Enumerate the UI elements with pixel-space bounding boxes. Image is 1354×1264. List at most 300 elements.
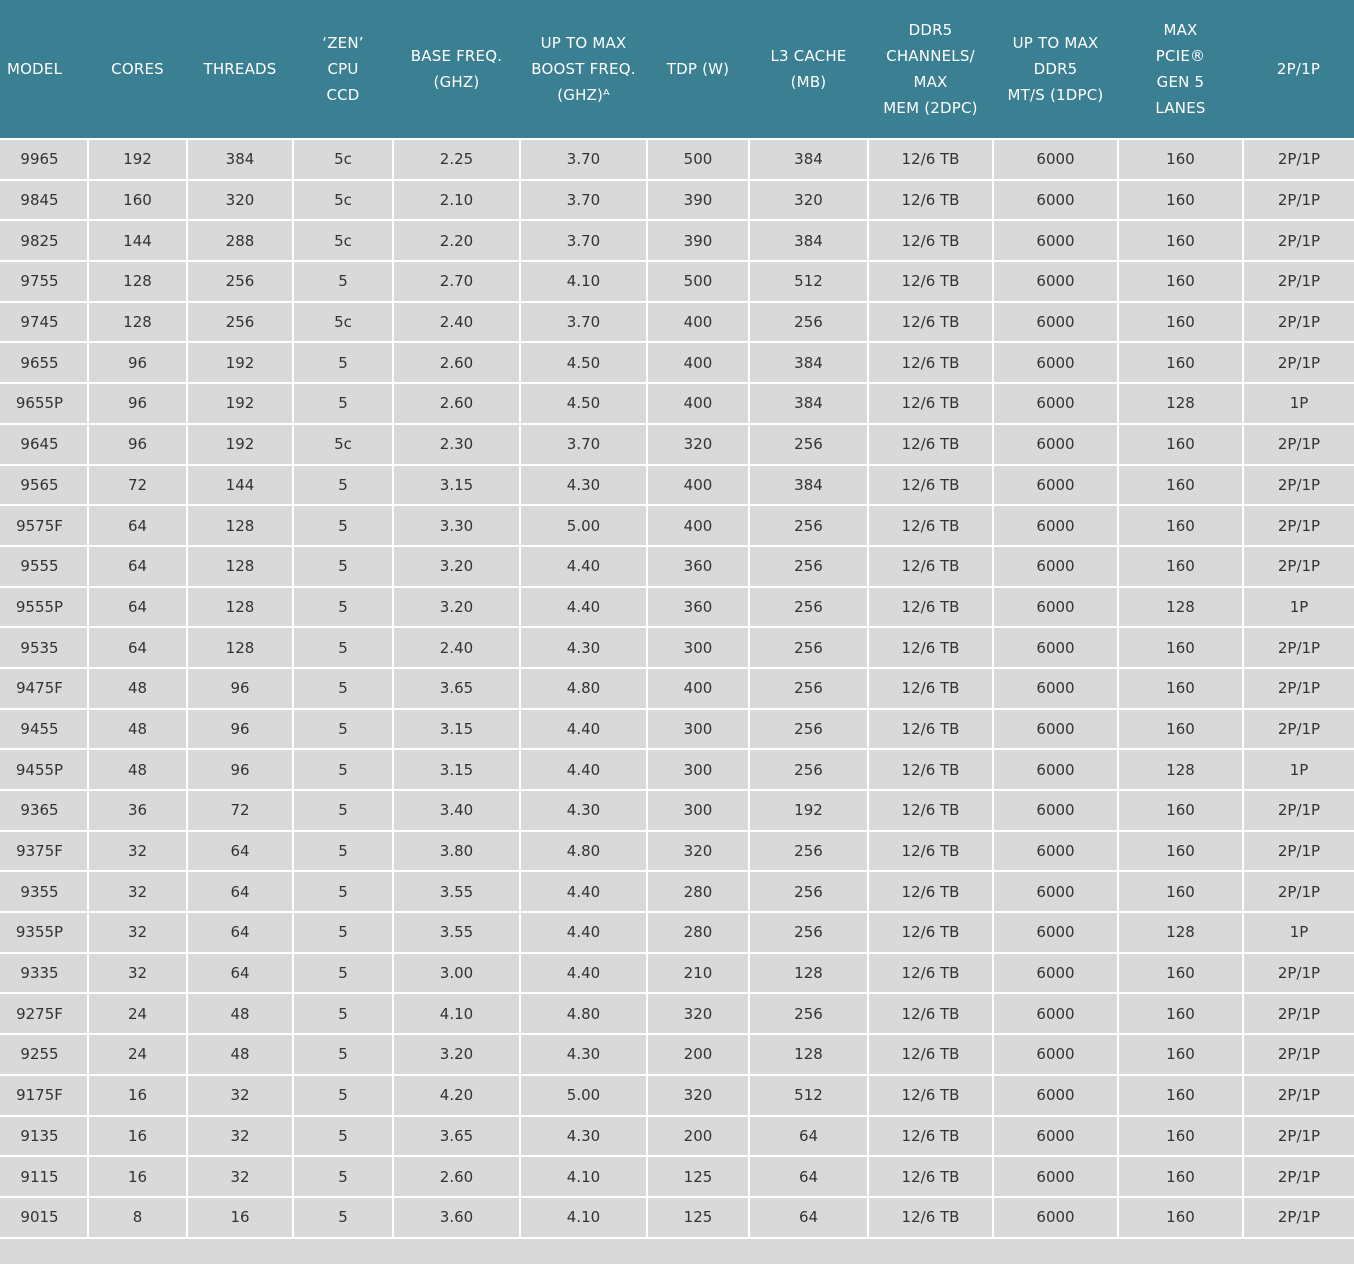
cell-boost-freq: 5.00 [520,505,647,546]
cell-l3-cache: 256 [749,587,868,628]
header-base-freq: BASE FREQ. (GHZ) [393,0,520,139]
table-row [0,465,1354,506]
cell-base-freq: 3.20 [393,587,520,628]
cell-cores: 64 [88,546,187,587]
table-row [0,790,1354,831]
cell-ddr5-speed: 6000 [993,505,1118,546]
cell-threads: 64 [187,912,293,953]
cell-ddr5-speed: 6000 [993,342,1118,383]
cell-model: 9555P [0,587,88,628]
cell-base-freq: 3.80 [393,831,520,872]
cell-pcie-lanes: 160 [1118,261,1243,302]
cell-ddr5-speed: 6000 [993,465,1118,506]
cell-ddr5-channels: 12/6 TB [868,383,993,424]
cell-socket: 2P/1P [1243,220,1354,261]
cell-socket: 2P/1P [1243,546,1354,587]
cell-pcie-lanes: 160 [1118,993,1243,1034]
cell-boost-freq: 4.40 [520,953,647,994]
cell-socket: 2P/1P [1243,831,1354,872]
cell-cores: 192 [88,139,187,180]
cell-l3-cache: 256 [749,912,868,953]
cell-boost-freq: 3.70 [520,302,647,343]
cell-cores: 32 [88,831,187,872]
cell-tdp: 125 [647,1197,749,1238]
cell-l3-cache: 128 [749,953,868,994]
cell-zen-ccd: 5 [293,587,393,628]
cell-threads: 288 [187,220,293,261]
cell-model: 9455P [0,749,88,790]
cell-ddr5-channels: 12/6 TB [868,993,993,1034]
cell-l3-cache: 384 [749,139,868,180]
cell-model: 9455 [0,709,88,750]
cell-boost-freq: 4.40 [520,871,647,912]
cell-pcie-lanes: 160 [1118,302,1243,343]
cell-socket: 2P/1P [1243,1156,1354,1197]
table-row [0,505,1354,546]
table-row [0,587,1354,628]
cell-tdp: 300 [647,749,749,790]
cell-model: 9475F [0,668,88,709]
cell-ddr5-channels: 12/6 TB [868,831,993,872]
cell-boost-freq: 4.10 [520,1156,647,1197]
cell-model: 9365 [0,790,88,831]
cell-ddr5-speed: 6000 [993,302,1118,343]
cell-ddr5-channels: 12/6 TB [868,546,993,587]
cell-model: 9565 [0,465,88,506]
cell-base-freq: 2.40 [393,627,520,668]
cell-ddr5-channels: 12/6 TB [868,1075,993,1116]
cell-threads: 16 [187,1197,293,1238]
cell-boost-freq: 4.40 [520,546,647,587]
cell-tdp: 280 [647,871,749,912]
cell-model: 9275F [0,993,88,1034]
cell-ddr5-channels: 12/6 TB [868,220,993,261]
cell-pcie-lanes: 160 [1118,465,1243,506]
cell-boost-freq: 4.30 [520,790,647,831]
cell-socket: 2P/1P [1243,1034,1354,1075]
cell-model: 9845 [0,180,88,221]
cell-base-freq: 3.15 [393,709,520,750]
cell-l3-cache: 256 [749,627,868,668]
header-ddr5-speed: UP TO MAX DDR5 MT/S (1DPC) [993,0,1118,139]
cell-base-freq: 3.20 [393,546,520,587]
cell-boost-freq: 3.70 [520,220,647,261]
cell-base-freq: 3.15 [393,749,520,790]
cell-pcie-lanes: 128 [1118,749,1243,790]
cell-socket: 1P [1243,383,1354,424]
cell-threads: 96 [187,749,293,790]
cell-tdp: 300 [647,790,749,831]
table-row [0,668,1354,709]
cell-model: 9655P [0,383,88,424]
cell-l3-cache: 384 [749,383,868,424]
cell-threads: 32 [187,1116,293,1157]
table-row [0,912,1354,953]
cell-model: 9375F [0,831,88,872]
cell-model: 9645 [0,424,88,465]
cell-base-freq: 3.20 [393,1034,520,1075]
cell-model: 9755 [0,261,88,302]
cell-ddr5-channels: 12/6 TB [868,180,993,221]
cell-ddr5-channels: 12/6 TB [868,505,993,546]
cell-ddr5-channels: 12/6 TB [868,749,993,790]
header-boost-freq: UP TO MAX BOOST FREQ. (GHZ)ᴬ [520,0,647,139]
header-l3-cache: L3 CACHE (MB) [749,0,868,139]
cell-pcie-lanes: 160 [1118,1197,1243,1238]
cell-ddr5-speed: 6000 [993,587,1118,628]
cell-l3-cache: 128 [749,1034,868,1075]
cell-tdp: 320 [647,993,749,1034]
cell-zen-ccd: 5 [293,993,393,1034]
cell-boost-freq: 4.10 [520,1197,647,1238]
table-row [0,953,1354,994]
cell-threads: 128 [187,587,293,628]
cell-threads: 72 [187,790,293,831]
cell-threads: 64 [187,831,293,872]
cell-zen-ccd: 5 [293,749,393,790]
cell-ddr5-channels: 12/6 TB [868,1197,993,1238]
cell-base-freq: 2.20 [393,220,520,261]
table-row [0,1156,1354,1197]
header-ddr5-channels: DDR5 CHANNELS/ MAX MEM (2DPC) [868,0,993,139]
cell-pcie-lanes: 160 [1118,668,1243,709]
cell-l3-cache: 256 [749,505,868,546]
table-row [0,709,1354,750]
cell-zen-ccd: 5 [293,1197,393,1238]
cell-ddr5-speed: 6000 [993,180,1118,221]
cell-model: 9555 [0,546,88,587]
cell-tdp: 400 [647,505,749,546]
cell-pcie-lanes: 160 [1118,546,1243,587]
cell-boost-freq: 4.30 [520,465,647,506]
cell-threads: 256 [187,302,293,343]
cell-ddr5-channels: 12/6 TB [868,668,993,709]
cell-pcie-lanes: 160 [1118,424,1243,465]
cell-ddr5-speed: 6000 [993,220,1118,261]
cell-model: 9655 [0,342,88,383]
cell-cores: 48 [88,668,187,709]
cell-pcie-lanes: 160 [1118,871,1243,912]
cell-ddr5-speed: 6000 [993,1116,1118,1157]
cell-model: 9335 [0,953,88,994]
cell-socket: 2P/1P [1243,668,1354,709]
header-pcie-lanes: MAX PCIE® GEN 5 LANES [1118,0,1243,139]
cell-zen-ccd: 5 [293,383,393,424]
cell-ddr5-channels: 12/6 TB [868,709,993,750]
cell-cores: 96 [88,424,187,465]
cell-model: 9575F [0,505,88,546]
cell-ddr5-channels: 12/6 TB [868,790,993,831]
cell-tdp: 300 [647,627,749,668]
cell-socket: 2P/1P [1243,993,1354,1034]
cell-threads: 48 [187,993,293,1034]
table-row [0,220,1354,261]
cell-threads: 32 [187,1075,293,1116]
table-row [0,139,1354,180]
cell-threads: 192 [187,383,293,424]
cell-zen-ccd: 5 [293,505,393,546]
cell-zen-ccd: 5 [293,831,393,872]
cell-boost-freq: 5.00 [520,1075,647,1116]
header-model: MODEL [0,0,88,139]
cell-pcie-lanes: 160 [1118,342,1243,383]
cell-socket: 2P/1P [1243,424,1354,465]
cell-pcie-lanes: 160 [1118,1034,1243,1075]
cell-threads: 256 [187,261,293,302]
cell-l3-cache: 256 [749,668,868,709]
cell-zen-ccd: 5 [293,953,393,994]
cell-ddr5-channels: 12/6 TB [868,1034,993,1075]
cell-l3-cache: 384 [749,342,868,383]
cell-socket: 2P/1P [1243,790,1354,831]
cell-zen-ccd: 5 [293,790,393,831]
cell-zen-ccd: 5 [293,261,393,302]
table-row [0,831,1354,872]
cell-boost-freq: 4.10 [520,261,647,302]
cell-cores: 32 [88,953,187,994]
cell-socket: 2P/1P [1243,1116,1354,1157]
cell-cores: 48 [88,709,187,750]
cell-boost-freq: 3.70 [520,139,647,180]
cell-socket: 2P/1P [1243,1075,1354,1116]
cell-model: 9255 [0,1034,88,1075]
cell-base-freq: 3.30 [393,505,520,546]
table-body [0,139,1354,1238]
cell-tdp: 400 [647,342,749,383]
cell-l3-cache: 256 [749,424,868,465]
cell-ddr5-speed: 6000 [993,749,1118,790]
cell-socket: 2P/1P [1243,342,1354,383]
cell-base-freq: 4.10 [393,993,520,1034]
cell-base-freq: 3.00 [393,953,520,994]
cell-boost-freq: 4.40 [520,749,647,790]
cell-socket: 2P/1P [1243,261,1354,302]
cell-cores: 64 [88,627,187,668]
cell-cores: 32 [88,871,187,912]
cell-boost-freq: 3.70 [520,424,647,465]
table-row [0,627,1354,668]
cell-model: 9355P [0,912,88,953]
cell-tdp: 390 [647,220,749,261]
cell-cores: 24 [88,1034,187,1075]
cell-zen-ccd: 5c [293,424,393,465]
cell-base-freq: 3.40 [393,790,520,831]
cell-ddr5-speed: 6000 [993,790,1118,831]
cell-cores: 128 [88,261,187,302]
cell-pcie-lanes: 160 [1118,790,1243,831]
cell-ddr5-speed: 6000 [993,709,1118,750]
cell-boost-freq: 3.70 [520,180,647,221]
cell-cores: 72 [88,465,187,506]
cell-socket: 2P/1P [1243,465,1354,506]
cell-ddr5-speed: 6000 [993,993,1118,1034]
cell-ddr5-channels: 12/6 TB [868,261,993,302]
cell-zen-ccd: 5 [293,1034,393,1075]
cell-ddr5-channels: 12/6 TB [868,302,993,343]
cell-ddr5-channels: 12/6 TB [868,912,993,953]
cell-boost-freq: 4.80 [520,668,647,709]
cell-zen-ccd: 5c [293,180,393,221]
cell-tdp: 390 [647,180,749,221]
cell-model: 9535 [0,627,88,668]
cell-tdp: 400 [647,668,749,709]
cell-zen-ccd: 5 [293,709,393,750]
cell-ddr5-speed: 6000 [993,383,1118,424]
cell-socket: 2P/1P [1243,180,1354,221]
cell-socket: 2P/1P [1243,505,1354,546]
cell-cores: 64 [88,587,187,628]
cell-model: 9825 [0,220,88,261]
table-row [0,546,1354,587]
cell-ddr5-speed: 6000 [993,424,1118,465]
cell-tdp: 200 [647,1034,749,1075]
cell-boost-freq: 4.50 [520,342,647,383]
cell-cores: 144 [88,220,187,261]
cell-tdp: 360 [647,546,749,587]
cell-tdp: 280 [647,912,749,953]
cell-socket: 2P/1P [1243,871,1354,912]
cell-cores: 24 [88,993,187,1034]
cell-ddr5-speed: 6000 [993,261,1118,302]
table-row [0,261,1354,302]
cell-l3-cache: 64 [749,1156,868,1197]
cell-base-freq: 2.60 [393,342,520,383]
cell-threads: 128 [187,627,293,668]
cell-socket: 2P/1P [1243,953,1354,994]
cell-base-freq: 2.30 [393,424,520,465]
cell-pcie-lanes: 160 [1118,627,1243,668]
cell-cores: 128 [88,302,187,343]
cell-ddr5-speed: 6000 [993,871,1118,912]
cell-l3-cache: 384 [749,465,868,506]
cell-socket: 2P/1P [1243,302,1354,343]
cell-pcie-lanes: 160 [1118,220,1243,261]
cell-l3-cache: 64 [749,1116,868,1157]
cell-pcie-lanes: 160 [1118,953,1243,994]
cell-threads: 48 [187,1034,293,1075]
cell-ddr5-channels: 12/6 TB [868,342,993,383]
table-row [0,1034,1354,1075]
cell-l3-cache: 512 [749,1075,868,1116]
cell-model: 9355 [0,871,88,912]
cell-ddr5-channels: 12/6 TB [868,871,993,912]
cell-pcie-lanes: 160 [1118,180,1243,221]
cell-boost-freq: 4.80 [520,993,647,1034]
cell-l3-cache: 256 [749,302,868,343]
cell-zen-ccd: 5c [293,139,393,180]
cell-tdp: 320 [647,831,749,872]
cell-socket: 1P [1243,749,1354,790]
cell-base-freq: 2.40 [393,302,520,343]
cell-zen-ccd: 5 [293,871,393,912]
cell-l3-cache: 256 [749,546,868,587]
table-row [0,749,1354,790]
cell-cores: 64 [88,505,187,546]
cell-cores: 32 [88,912,187,953]
cell-base-freq: 4.20 [393,1075,520,1116]
cell-zen-ccd: 5 [293,465,393,506]
header-tdp: TDP (W) [647,0,749,139]
cell-base-freq: 3.65 [393,1116,520,1157]
cell-cores: 96 [88,342,187,383]
cell-base-freq: 3.55 [393,871,520,912]
cell-base-freq: 2.60 [393,1156,520,1197]
cell-pcie-lanes: 160 [1118,831,1243,872]
cell-threads: 384 [187,139,293,180]
table-row [0,1075,1354,1116]
cell-ddr5-speed: 6000 [993,1197,1118,1238]
cell-l3-cache: 256 [749,709,868,750]
cell-threads: 192 [187,342,293,383]
cell-boost-freq: 4.30 [520,1034,647,1075]
cell-tdp: 400 [647,302,749,343]
cell-l3-cache: 256 [749,993,868,1034]
cell-boost-freq: 4.40 [520,709,647,750]
header-socket: 2P/1P [1243,0,1354,139]
cell-socket: 2P/1P [1243,627,1354,668]
cell-threads: 64 [187,871,293,912]
cell-l3-cache: 192 [749,790,868,831]
cell-base-freq: 3.15 [393,465,520,506]
cell-zen-ccd: 5c [293,220,393,261]
cell-ddr5-speed: 6000 [993,1075,1118,1116]
cell-cores: 16 [88,1156,187,1197]
table-row [0,1116,1354,1157]
cell-cores: 48 [88,749,187,790]
cell-pcie-lanes: 160 [1118,709,1243,750]
table-header [0,0,1354,139]
cell-threads: 96 [187,709,293,750]
cell-socket: 2P/1P [1243,1197,1354,1238]
cell-tdp: 210 [647,953,749,994]
cell-pcie-lanes: 128 [1118,383,1243,424]
cell-ddr5-channels: 12/6 TB [868,1116,993,1157]
cell-l3-cache: 384 [749,220,868,261]
cell-threads: 128 [187,546,293,587]
cell-zen-ccd: 5 [293,342,393,383]
table-row [0,342,1354,383]
cell-ddr5-channels: 12/6 TB [868,587,993,628]
cell-ddr5-speed: 6000 [993,139,1118,180]
table-row [0,180,1354,221]
cell-ddr5-speed: 6000 [993,668,1118,709]
cell-ddr5-channels: 12/6 TB [868,139,993,180]
cell-model: 9135 [0,1116,88,1157]
cell-ddr5-speed: 6000 [993,953,1118,994]
cell-model: 9015 [0,1197,88,1238]
cell-pcie-lanes: 160 [1118,1075,1243,1116]
cell-tdp: 125 [647,1156,749,1197]
cell-pcie-lanes: 160 [1118,1116,1243,1157]
header-zen-ccd: ‘ZEN’ CPU CCD [293,0,393,139]
cell-tdp: 400 [647,383,749,424]
cell-socket: 2P/1P [1243,709,1354,750]
cell-zen-ccd: 5 [293,1116,393,1157]
cell-socket: 1P [1243,912,1354,953]
cell-tdp: 320 [647,424,749,465]
cell-threads: 320 [187,180,293,221]
cell-tdp: 200 [647,1116,749,1157]
cell-base-freq: 3.55 [393,912,520,953]
cell-l3-cache: 320 [749,180,868,221]
cell-base-freq: 3.65 [393,668,520,709]
cell-ddr5-channels: 12/6 TB [868,465,993,506]
cell-cores: 8 [88,1197,187,1238]
cell-ddr5-channels: 12/6 TB [868,424,993,465]
cell-cores: 16 [88,1116,187,1157]
header-threads: THREADS [187,0,293,139]
cell-base-freq: 2.60 [393,383,520,424]
